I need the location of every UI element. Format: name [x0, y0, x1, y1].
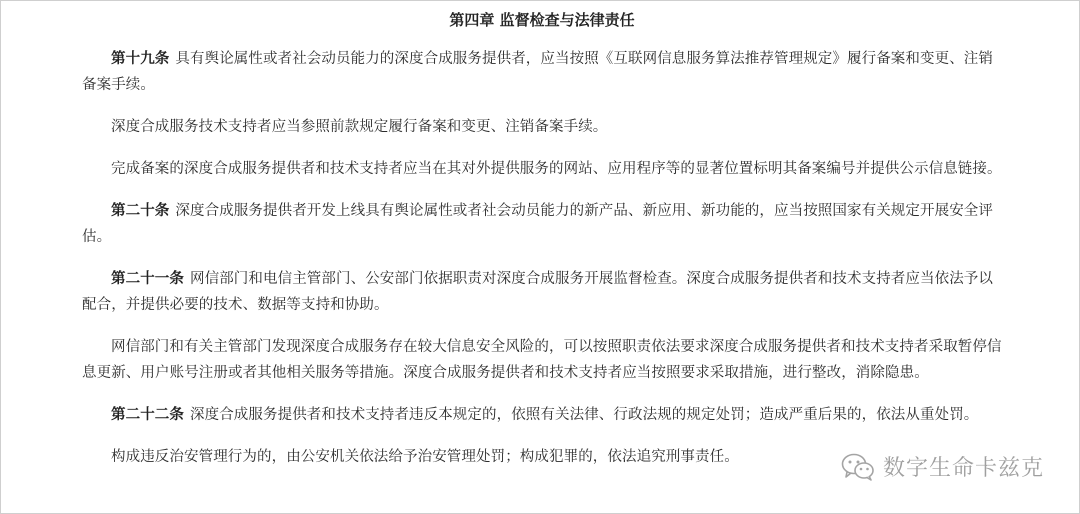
paragraph-text: 构成违反治安管理行为的，由公安机关依法给予治安管理处罚；构成犯罪的，依法追究刑事责任。 — [111, 449, 739, 465]
paragraph-article-19-2 — [82, 114, 1002, 140]
article-number: 第二十二条 — [111, 407, 184, 423]
paragraph-text: 网信部门和有关主管部门发现深度合成服务存在较大信息安全风险的，可以按照职责依法要求深度合成服务提供者和技术支持者采取暂停信息更新、用户账号注册或者其他相关服务等措施。深度合成服务提供者和技术支持者应当按照要求采取措施，进行整改，消除隐患。 — [82, 339, 1002, 381]
article-number: 第二十条 — [111, 203, 170, 219]
article-number: 第二十一条 — [111, 271, 184, 287]
paragraph-text: 深度合成服务提供者和技术支持者违反本规定的，依照有关法律、行政法规的规定处罚；造成严重后果的，依法从重处罚。 — [190, 407, 979, 423]
document-body — [82, 8, 1002, 486]
paragraph-article-21-2 — [82, 334, 1002, 386]
article-number: 第十九条 — [111, 51, 170, 67]
paragraph-text: 网信部门和电信主管部门、公安部门依据职责对深度合成服务开展监督检查。深度合成服务提供者和技术支持者应当依法予以配合，并提供必要的技术、数据等支持和协助。 — [82, 271, 993, 313]
paragraph-text: 深度合成服务提供者开发上线具有舆论属性或者社会动员能力的新产品、新应用、新功能的，应当按照国家有关规定开展安全评估。 — [82, 203, 994, 245]
paragraph-article-19-3 — [82, 156, 1002, 182]
paragraph-text: 完成备案的深度合成服务提供者和技术支持者应当在其对外提供服务的网站、应用程序等的显著位置标明其备案编号并提供公示信息链接。 — [111, 161, 1002, 177]
paragraph-article-19 — [82, 46, 1002, 98]
watermark — [841, 451, 1044, 482]
wechat-icon — [841, 453, 875, 481]
paragraph-article-21 — [82, 266, 1002, 318]
paragraph-text: 深度合成服务技术支持者应当参照前款规定履行备案和变更、注销备案手续。 — [111, 119, 608, 135]
paragraph-article-20 — [82, 198, 1002, 250]
paragraph-article-22 — [82, 402, 1002, 428]
chapter-title: 第四章 监督检查与法律责任 — [449, 11, 635, 29]
paragraph-text: 具有舆论属性或者社会动员能力的深度合成服务提供者，应当按照《互联网信息服务算法推荐管理规定》履行备案和变更、注销备案手续。 — [82, 51, 994, 93]
watermark-text: 数字生命卡兹克 — [882, 456, 1044, 481]
